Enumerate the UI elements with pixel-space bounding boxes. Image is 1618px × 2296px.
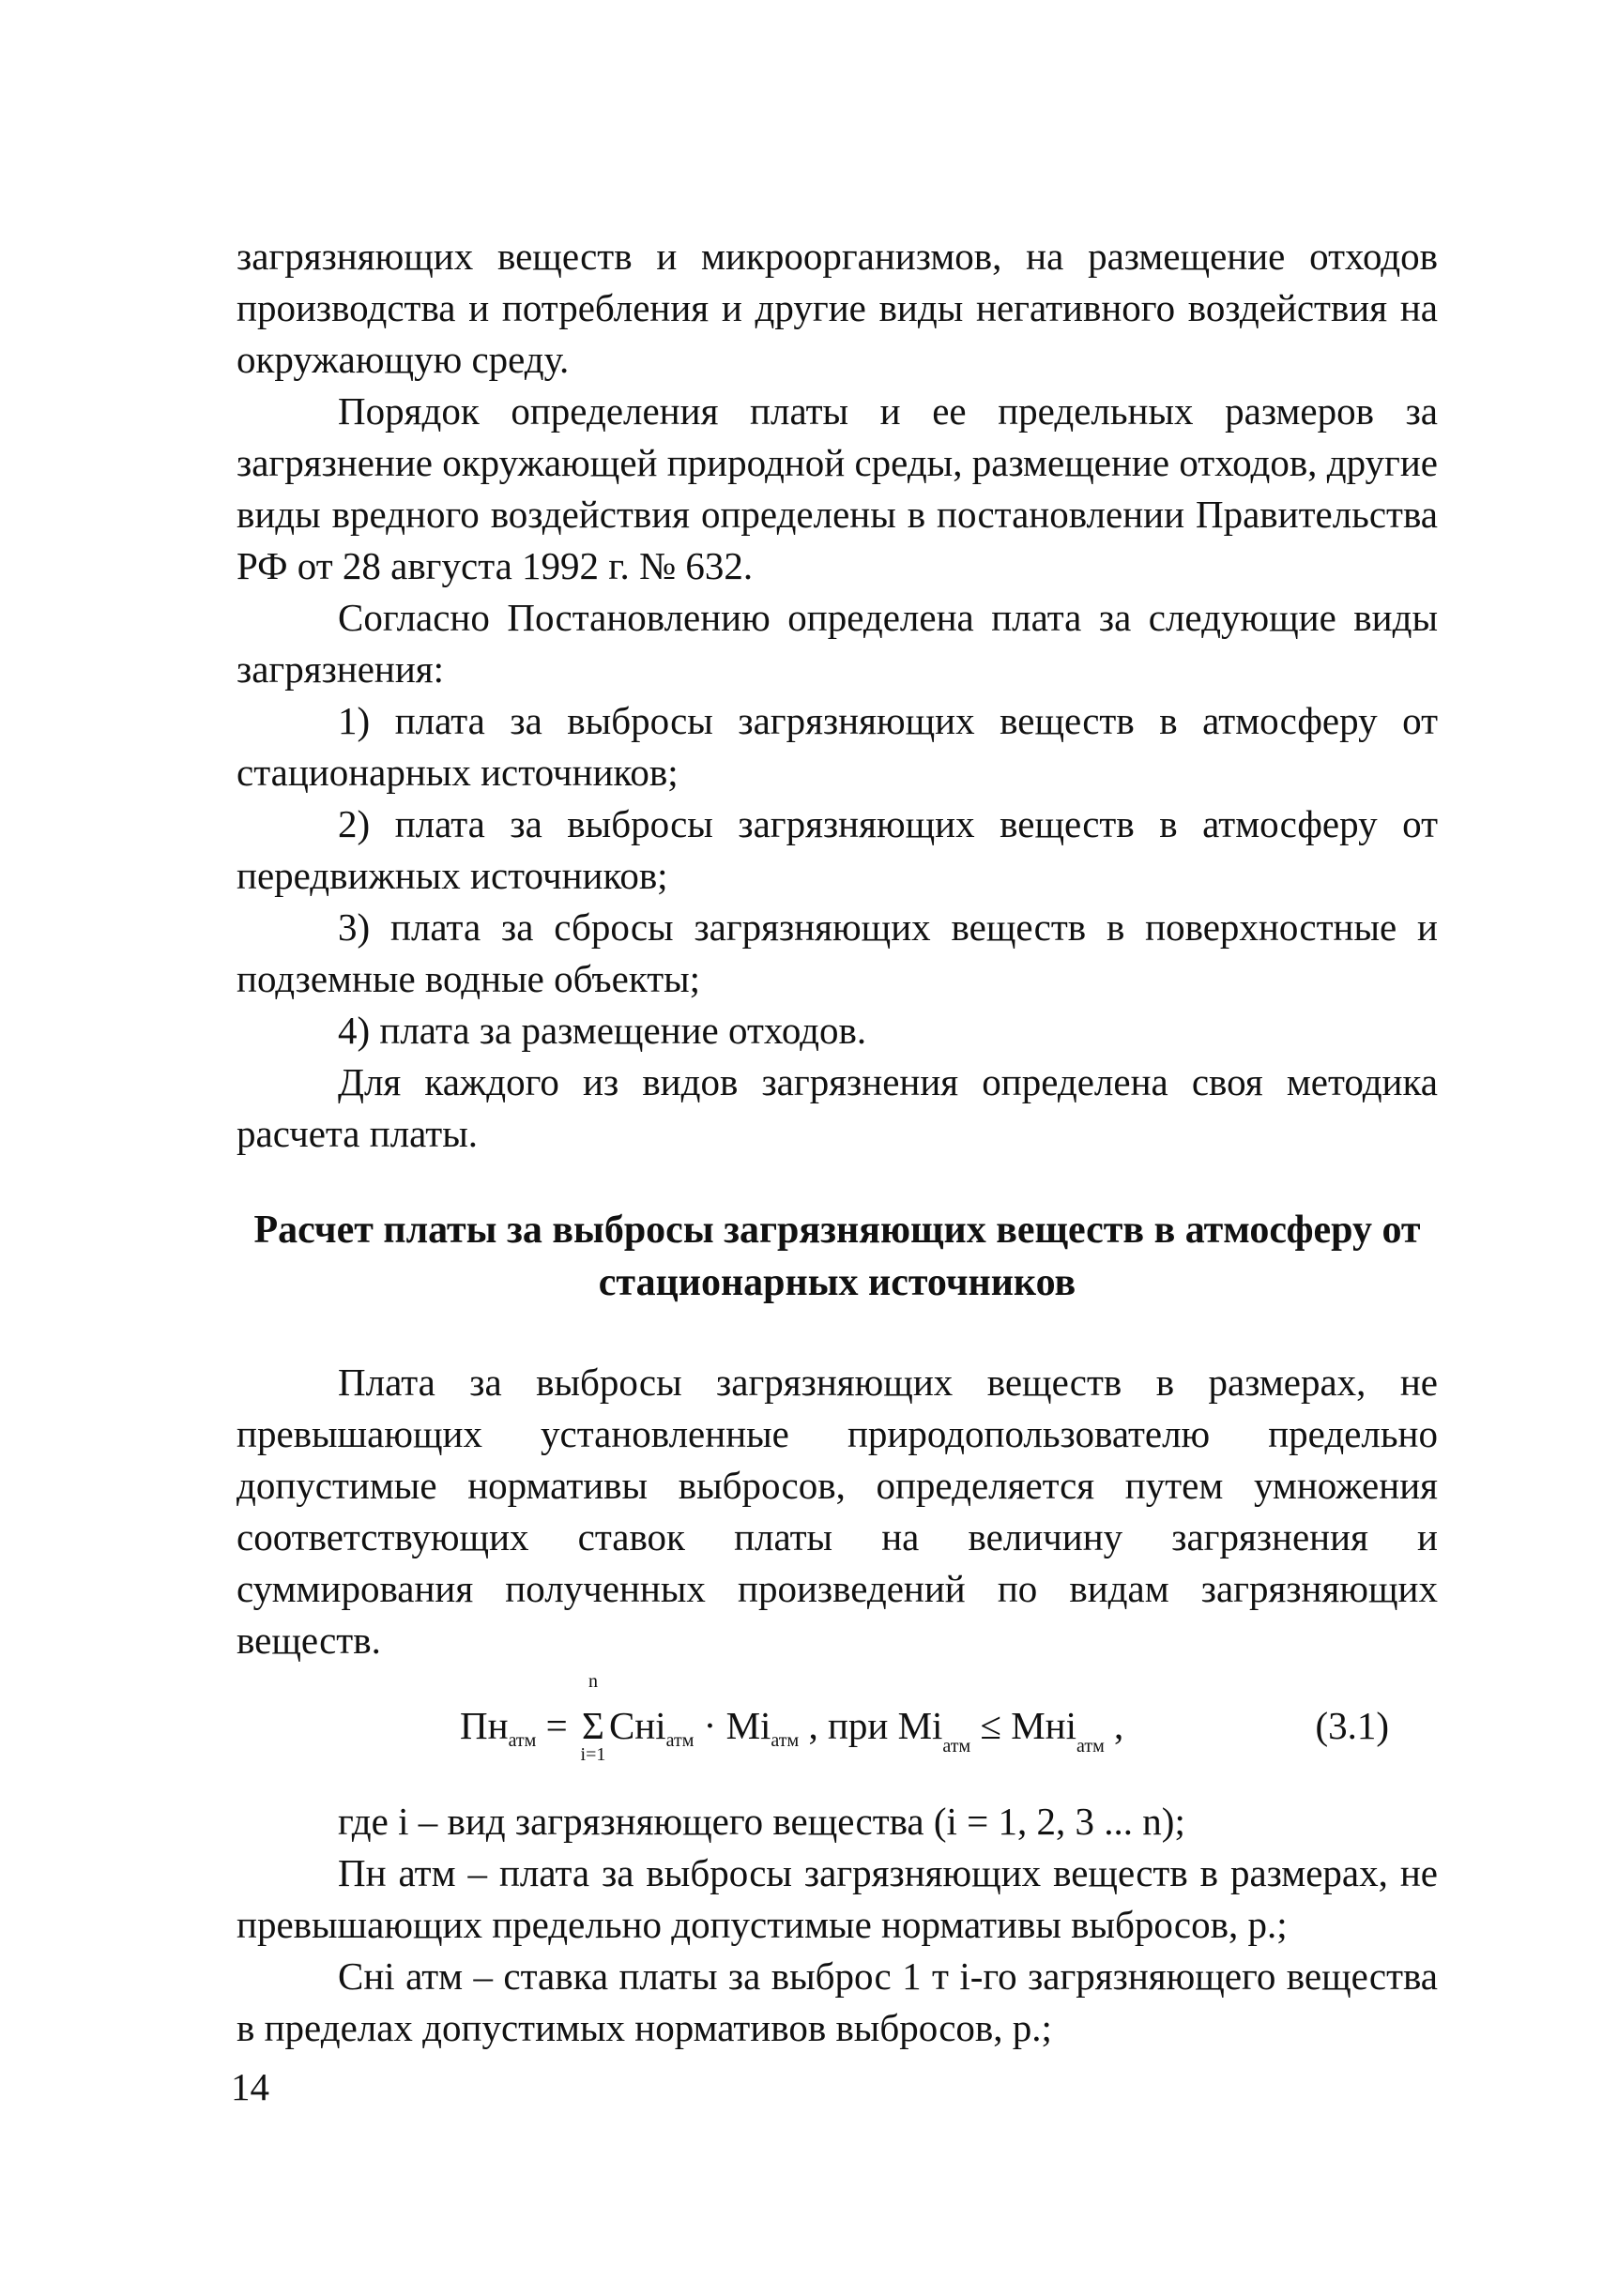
formula-term1: Сні [608, 1704, 666, 1747]
formula-lhs-sub: атм [508, 1730, 537, 1751]
formula-condition-prefix: , при Мі [799, 1704, 943, 1747]
formula-term1-sub: атм [665, 1730, 695, 1751]
definition-pn-atm: Пн атм – плата за выбросы загрязняющих веществ в размерах, не превышающих предельно допустимые нормативы выбросов, р.; [237, 1851, 1438, 1946]
paragraph-continuation: загрязняющих веществ и микроорганизмов, на размещение отходов производства и потребления и другие виды негативного воздействия на окружающую среду. [237, 235, 1438, 381]
paragraph-methodology: Для каждого из видов загрязнения определена своя методика расчета платы. [237, 1060, 1438, 1155]
formula-leq: ≤ [970, 1704, 1012, 1747]
definition-sni-atm: Сні атм – ставка платы за выброс 1 т i-го загрязняющего вещества в пределах допустимых нормативов выбросов, р.; [237, 1954, 1438, 2049]
sum-upper-limit: n [588, 1671, 598, 1692]
formula-lhs: Пн [460, 1704, 509, 1747]
paragraph-payment-rule: Плата за выбросы загрязняющих веществ в размерах, не превышающих установленные природопользователю предельно допустимые нормативы выбросов, определяется путем умножения соответствующих ставок платы на величину загрязнения и суммирования полученных произведений по видам загрязняющих веществ. [237, 1361, 1438, 1662]
sum-symbol: Σ [582, 1704, 604, 1747]
paragraph-resolution: Согласно Постановлению определена плата за следующие виды загрязнения: [237, 596, 1438, 691]
formula-term2-sub: атм [771, 1730, 800, 1751]
paragraph-procedure: Порядок определения платы и ее предельных размеров за загрязнение окружающей природной среды, размещение отходов, другие виды вредного воздействия определены в постановлении Правительства РФ от 28 августа 1992 г. № 632. [237, 389, 1438, 587]
page-number: 14 [231, 2065, 269, 2108]
formula-expression [460, 1671, 1124, 1765]
list-item-2: 2) плата за выбросы загрязняющих веществ в атмосферу от передвижных источников; [237, 802, 1438, 897]
sum-operator [577, 1671, 609, 1765]
formula-condition-sub1: атм [942, 1736, 971, 1756]
formula-comma: , [1104, 1704, 1124, 1747]
sum-lower-limit: i=1 [580, 1744, 606, 1765]
list-item-4: 4) плата за размещение отходов. [338, 1009, 867, 1052]
text-block-top [237, 231, 1438, 1160]
formula-3-1 [460, 1671, 1408, 1783]
formula-dot: · [694, 1704, 726, 1747]
list-item-1: 1) плата за выбросы загрязняющих веществ в атмосферу от стационарных источников; [237, 699, 1438, 794]
formula-condition-sub2: атм [1076, 1736, 1105, 1756]
list-item-3: 3) плата за сбросы загрязняющих веществ в поверхностные и подземные водные объекты; [237, 905, 1438, 1000]
formula-eq: = [536, 1704, 577, 1747]
section-heading: Расчет платы за выбросы загрязняющих веществ в атмосферу от стационарных источников [253, 1209, 1421, 1304]
text-block-main [237, 1357, 1438, 1666]
text-block-definitions [237, 1796, 1438, 2054]
formula-condition-rhs: Мні [1011, 1704, 1076, 1747]
definition-i: где i – вид загрязняющего вещества (i = 1, 2, 3 ... n); [338, 1800, 1185, 1843]
formula-term2: Мі [725, 1704, 771, 1747]
formula-number: (3.1) [1315, 1704, 1389, 1747]
